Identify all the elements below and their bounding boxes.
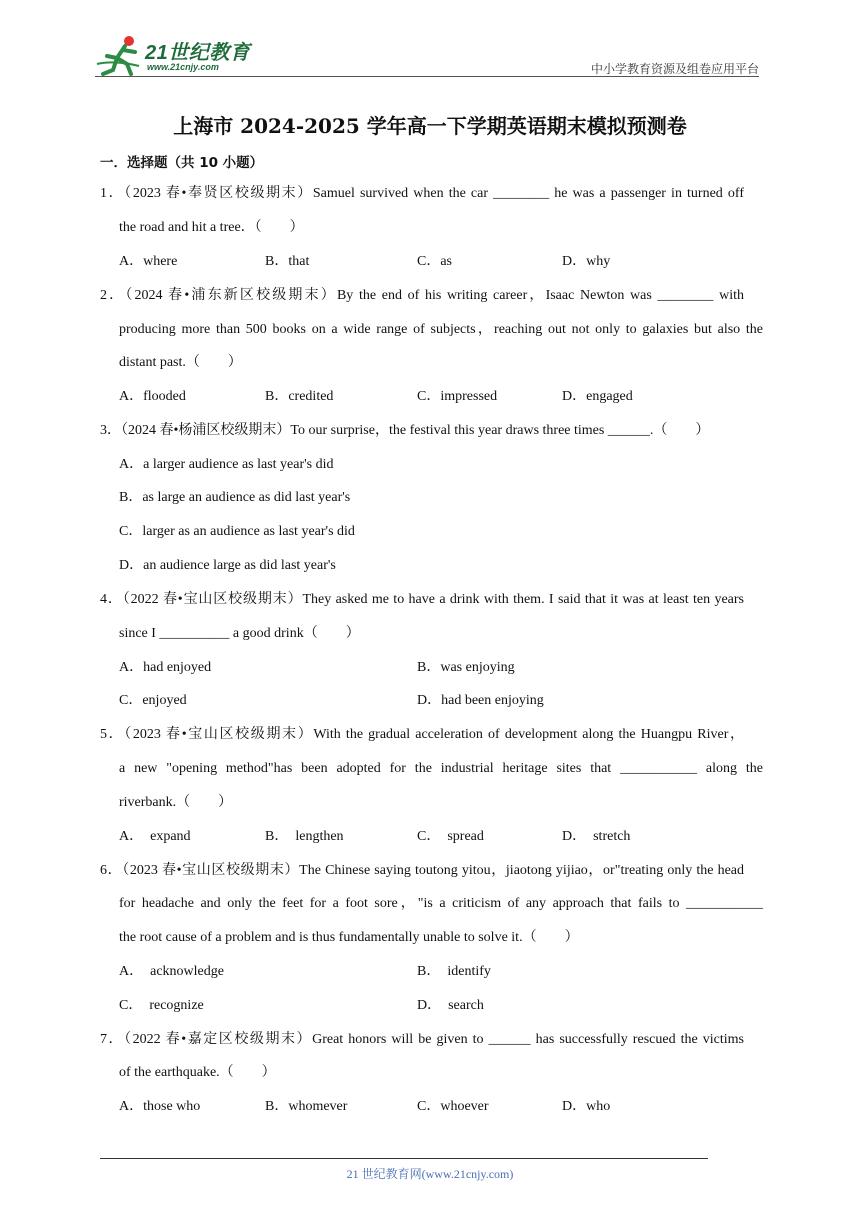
question-4-option-a[interactable]: A．had enjoyed xyxy=(119,660,212,675)
question-7-option-d[interactable]: D．who xyxy=(562,1099,611,1114)
question-6-option-d[interactable]: D． search xyxy=(417,998,484,1013)
footer-divider xyxy=(100,1158,708,1159)
question-3-option-d[interactable]: D．an audience large as did last year's xyxy=(119,558,336,573)
page-footer[interactable]: 21 世纪教育网(www.21cnjy.com) xyxy=(346,1167,514,1181)
question-1-line-2: the road and hit a tree．（ ） xyxy=(119,220,304,235)
platform-tagline: 中小学教育资源及组卷应用平台 xyxy=(590,62,759,76)
header-divider xyxy=(95,76,759,77)
question-4-line-2: since I __________ a good drink（ ） xyxy=(119,626,360,641)
question-4-line-1: 4．（2022 春•宝山区校级期末）They asked me to have a drink with them. I said that it was at least ten years xyxy=(100,592,744,607)
question-2-line-3: distant past.（ ） xyxy=(119,355,242,370)
question-6-option-b[interactable]: B． identify xyxy=(417,964,491,979)
question-6-line-2: for headache and only the feet for a foot sore，"is a criticism of any approach that fails to ___________ xyxy=(119,896,763,911)
section-heading: 一．选择题（共 10 小题） xyxy=(100,155,264,171)
logo-url: www.21cnjy.com xyxy=(147,62,219,72)
question-5-line-1: 5．（2023 春•宝山区校级期末）With the gradual acceleration of development along the Huangpu River， xyxy=(100,727,744,742)
question-6-line-3: the root cause of a problem and is thus fundamentally unable to solve it.（ ） xyxy=(119,930,579,945)
question-5-option-c[interactable]: C． spread xyxy=(417,829,484,844)
question-7-option-b[interactable]: B．whomever xyxy=(265,1099,348,1114)
question-1-option-b[interactable]: B．that xyxy=(265,254,310,269)
question-3-line-1: 3．（2024 春•杨浦区校级期末）To our surprise，the festival this year draws three times ______.（ ） xyxy=(100,423,710,438)
question-5-option-a[interactable]: A． expand xyxy=(119,829,191,844)
logo-name: 21世纪教育 xyxy=(145,42,251,64)
question-6-option-c[interactable]: C． recognize xyxy=(119,998,204,1013)
question-2-option-d[interactable]: D．engaged xyxy=(562,389,633,404)
site-logo xyxy=(95,34,265,78)
question-2-line-2: producing more than 500 books on a wide range of subjects，reaching out not only to galaxies but also the xyxy=(119,322,763,337)
question-2-option-c[interactable]: C．impressed xyxy=(417,389,498,404)
question-5-line-3: riverbank.（ ） xyxy=(119,795,233,810)
question-6-option-a[interactable]: A． acknowledge xyxy=(119,964,224,979)
question-7-option-c[interactable]: C．whoever xyxy=(417,1099,489,1114)
question-2-option-b[interactable]: B．credited xyxy=(265,389,334,404)
question-5-line-2: a new "opening method"has been adopted for the industrial heritage sites that ___________ along the xyxy=(119,761,763,776)
question-1-option-a[interactable]: A．where xyxy=(119,254,178,269)
question-4-option-b[interactable]: B．was enjoying xyxy=(417,660,515,675)
question-2-option-a[interactable]: A．flooded xyxy=(119,389,186,404)
question-1-option-c[interactable]: C．as xyxy=(417,254,452,269)
question-2-line-1: 2．（2024 春•浦东新区校级期末）By the end of his writing career，Isaac Newton was ________ with xyxy=(100,288,744,303)
question-1-line-1: 1．（2023 春•奉贤区校级期末）Samuel survived when the car ________ he was a passenger in turned off xyxy=(100,186,744,201)
question-7-line-2: of the earthquake.（ ） xyxy=(119,1065,276,1080)
page-header xyxy=(95,30,759,80)
question-3-option-a[interactable]: A．a larger audience as last year's did xyxy=(119,457,334,472)
question-3-option-c[interactable]: C．larger as an audience as last year's did xyxy=(119,524,355,539)
question-7-option-a[interactable]: A．those who xyxy=(119,1099,201,1114)
question-5-option-d[interactable]: D． stretch xyxy=(562,829,631,844)
question-7-line-1: 7．（2022 春•嘉定区校级期末）Great honors will be given to ______ has successfully rescued the victims xyxy=(100,1032,744,1047)
question-4-option-d[interactable]: D．had been enjoying xyxy=(417,693,544,708)
question-4-option-c[interactable]: C．enjoyed xyxy=(119,693,187,708)
question-6-line-1: 6．（2023 春•宝山区校级期末）The Chinese saying toutong yitou，jiaotong yijiao，or"treating only the head xyxy=(100,863,744,878)
question-1-option-d[interactable]: D．why xyxy=(562,254,611,269)
question-5-option-b[interactable]: B． lengthen xyxy=(265,829,344,844)
runner-icon xyxy=(95,34,145,78)
page-title: 上海市 2024-2025 学年高一下学期英语期末模拟预测卷 xyxy=(173,114,687,138)
question-3-option-b[interactable]: B．as large an audience as did last year's xyxy=(119,490,351,505)
